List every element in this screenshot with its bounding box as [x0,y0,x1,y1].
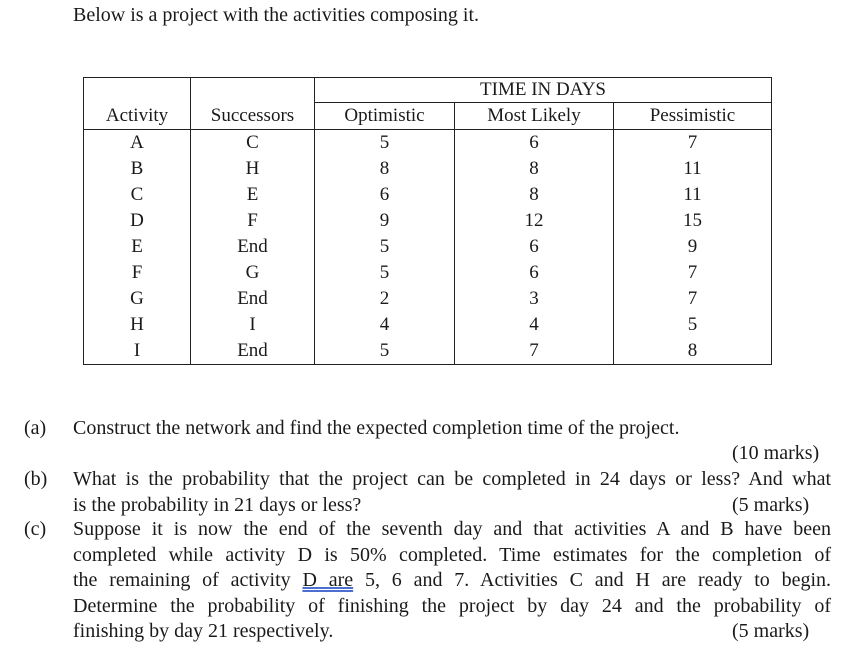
col-header-activity: Activity [84,103,191,130]
line3-pre: the remaining of activity [73,569,303,591]
cell-activity: E [84,234,191,260]
cell-activity: D [84,208,191,234]
question-c-text-line1: Suppose it is now the end of the seventh day and that activities A and B have been [73,518,831,540]
cell-activity: I [84,338,191,365]
question-c-marks: (5 marks) [732,620,810,642]
cell-pessimistic: 15 [614,208,772,234]
col-header-successors: Successors [191,103,315,130]
question-a-marks: (10 marks) [732,442,820,464]
table-row [84,260,772,286]
cell-optimistic: 2 [315,286,455,312]
cell-successors: H [191,156,315,182]
question-a-label: (a) [24,417,47,439]
cell-activity: A [84,130,191,157]
table-row [84,182,772,208]
question-b-label: (b) [24,468,48,490]
cell-optimistic: 6 [315,182,455,208]
table-row [84,312,772,338]
cell-most-likely: 7 [455,338,614,365]
cell-optimistic: 5 [315,234,455,260]
cell-optimistic: 5 [315,260,455,286]
question-b-marks: (5 marks) [732,493,810,516]
cell-optimistic: 4 [315,312,455,338]
cell-pessimistic: 11 [614,156,772,182]
question-c-text-line2: completed while activity D is 50% completed. Time estimates for the completion of [73,543,831,566]
table-header-row [84,103,772,130]
table-row [84,208,772,234]
table-row [84,130,772,157]
table-row [84,338,772,365]
cell-most-likely: 3 [455,286,614,312]
cell-successors: C [191,130,315,157]
cell-pessimistic: 7 [614,260,772,286]
question-c-text-line4: Determine the probability of finishing the project by day 24 and the probability of [73,594,831,617]
cell-pessimistic: 7 [614,130,772,157]
cell-optimistic: 5 [315,338,455,365]
cell-activity: H [84,312,191,338]
cell-successors: End [191,234,315,260]
cell-successors: F [191,208,315,234]
line3-post: 5, 6 and 7. Activities C and H are ready to begin. [353,569,832,591]
cell-activity: B [84,156,191,182]
cell-activity: G [84,286,191,312]
cell-most-likely: 8 [455,156,614,182]
question-c-text-line3 [73,568,831,594]
question-b-text-line1: What is the probability that the project can be completed in 24 days or less? And what [73,468,831,490]
question-c-label: (c) [24,518,47,540]
cell-most-likely: 8 [455,182,614,208]
time-in-days-header: TIME IN DAYS [315,78,772,103]
col-header-pessimistic: Pessimistic [614,103,772,130]
intro-text: Below is a project with the activities composing it. [73,4,480,26]
spellcheck-underlined-text: D are [302,569,354,591]
cell-optimistic: 5 [315,130,455,157]
table-row [84,234,772,260]
cell-most-likely: 4 [455,312,614,338]
cell-pessimistic: 8 [614,338,772,365]
cell-successors: E [191,182,315,208]
col-header-most-likely: Most Likely [455,103,614,130]
cell-most-likely: 6 [455,234,614,260]
header-empty-cell [191,78,315,103]
cell-pessimistic: 7 [614,286,772,312]
cell-activity: C [84,182,191,208]
cell-successors: End [191,338,315,365]
table-header-group-row [84,78,772,103]
cell-successors: I [191,312,315,338]
cell-most-likely: 6 [455,130,614,157]
question-b-text-line2: is the probability in 21 days or less? [73,493,362,516]
table-row [84,286,772,312]
cell-most-likely: 12 [455,208,614,234]
header-empty-cell [84,78,191,103]
question-c-text-line5: finishing by day 21 respectively. [73,620,334,642]
table-row [84,156,772,182]
cell-most-likely: 6 [455,260,614,286]
cell-optimistic: 8 [315,156,455,182]
cell-pessimistic: 9 [614,234,772,260]
col-header-optimistic: Optimistic [315,103,455,130]
cell-optimistic: 9 [315,208,455,234]
cell-activity: F [84,260,191,286]
activity-table [83,77,772,365]
question-a-text: Construct the network and find the expected completion time of the project. [73,417,680,439]
cell-successors: G [191,260,315,286]
cell-pessimistic: 11 [614,182,772,208]
cell-successors: End [191,286,315,312]
cell-pessimistic: 5 [614,312,772,338]
